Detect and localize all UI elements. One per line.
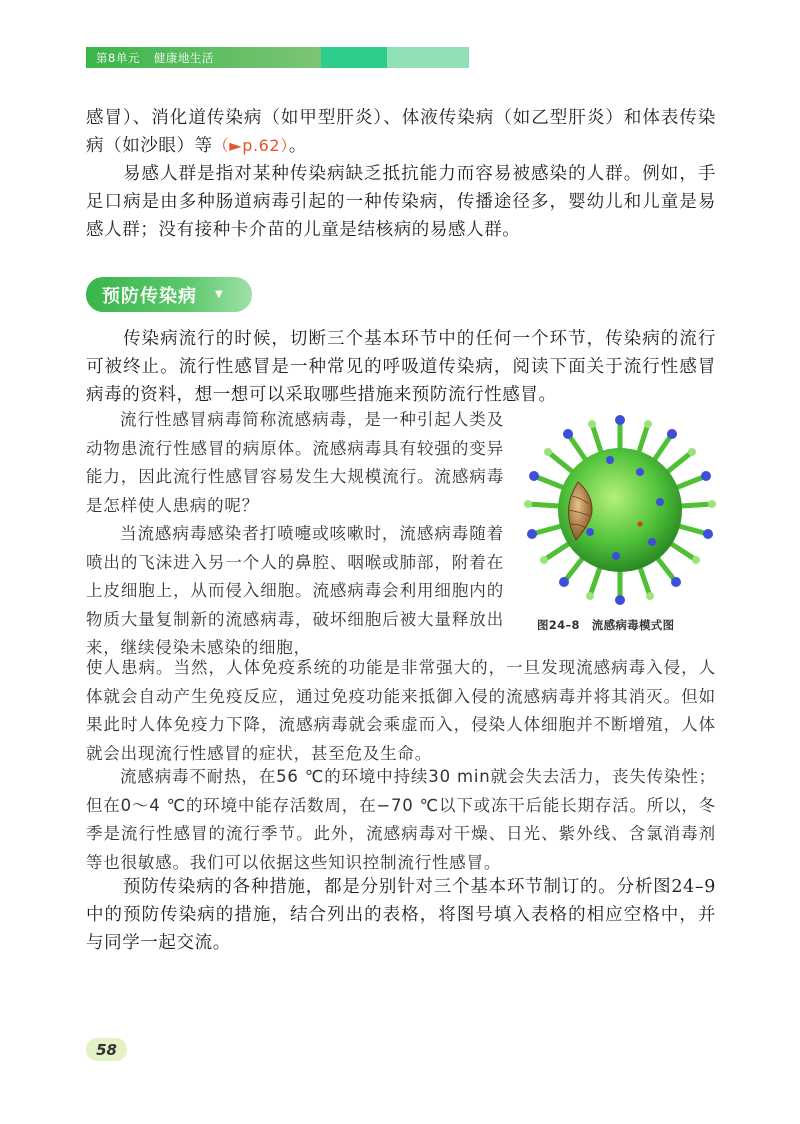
unit-number: 第8单元: [96, 50, 140, 65]
unit-header: [86, 47, 469, 68]
page-reference-link[interactable]: （►p.62）: [212, 136, 289, 155]
intro-paragraph-1: 感冒）、消化道传染病（如甲型肝炎）、体液传染病（如乙型肝炎）和体表传染病（如沙眼）等（►p.62）。: [86, 108, 716, 156]
figure-title: 流感病毒模式图: [591, 618, 675, 632]
reading-paragraph-2-bottom: 使人患病。当然，人体免疫系统的功能是非常强大的，一旦发现流感病毒入侵，人体就会自动产生免疫反应，通过免疫功能来抵御入侵的流感病毒并将其消灭。但如果此时人体免疫力下降，流感病毒就会乘虚而入，侵染人体细胞并不断增殖，人体就会出现流行性感冒的症状，甚至危及生命。: [86, 658, 716, 763]
virus-illustration: [520, 412, 720, 608]
page-number: 58: [96, 1040, 117, 1059]
header-decor-block: [321, 47, 387, 68]
reading-paragraph-2-top: 当流感病毒感染者打喷嚏或咳嗽时，流感病毒随着喷出的飞沫进入另一个人的鼻腔、咽喉或肺部，附着在上皮细胞上，从而侵入细胞。流感病毒会利用细胞内的物质大量复制新的流感病毒，破坏细胞后被大量释放出来，继续侵染未感染的细胞，: [86, 524, 504, 657]
triangle-down-icon: ▼: [215, 289, 223, 300]
section-title-badge: [86, 277, 252, 312]
figure-number: 图24–8: [537, 618, 580, 632]
section-lead-paragraph: 传染病流行的时候，切断三个基本环节中的任何一个环节，传染病的流行可被终止。流行性感冒是一种常见的呼吸道传染病，阅读下面关于流行性感冒病毒的资料，想一想可以采取哪些措施来预防流行性感冒。: [86, 329, 716, 405]
reading-paragraph-3: 流感病毒不耐热，在56 ℃的环境中持续30 min就会失去活力，丧失传染性；但在0～4 ℃的环境中能存活数周，在−70 ℃以下或冻干后能长期存活。所以，冬季是流行性感冒的流行季节。此外，流感病毒对干燥、日光、紫外线、含氯消毒剂等也很敏感。我们可以依据这些知识控制流行性感冒。: [86, 767, 716, 872]
intro-paragraph-2: 易感人群是指对某种传染病缺乏抵抗能力而容易被感染的人群。例如，手足口病是由多种肠道病毒引起的一种传染病，传播途径多，婴幼儿和儿童是易感人群；没有接种卡介苗的儿童是结核病的易感人群。: [86, 164, 716, 240]
unit-title: 健康地生活: [153, 50, 214, 65]
section-title: 预防传染病: [102, 285, 197, 307]
header-decor-block-light: [387, 47, 469, 68]
unit-header-label: [86, 47, 321, 68]
closing-paragraph: 预防传染病的各种措施，都是分别针对三个基本环节制订的。分析图24–9中的预防传染病的措施，结合列出的表格，将图号填入表格的相应空格中，并与同学一起交流。: [86, 877, 716, 953]
reading-paragraph-1: 流行性感冒病毒简称流感病毒，是一种引起人类及动物患流行性感冒的病原体。流感病毒具有较强的变异能力，因此流行性感冒容易发生大规模流行。流感病毒是怎样使人患病的呢？: [86, 410, 504, 515]
figure-caption: [537, 617, 674, 633]
page-number-badge: [86, 1038, 127, 1061]
influenza-virus-figure: [520, 412, 720, 608]
